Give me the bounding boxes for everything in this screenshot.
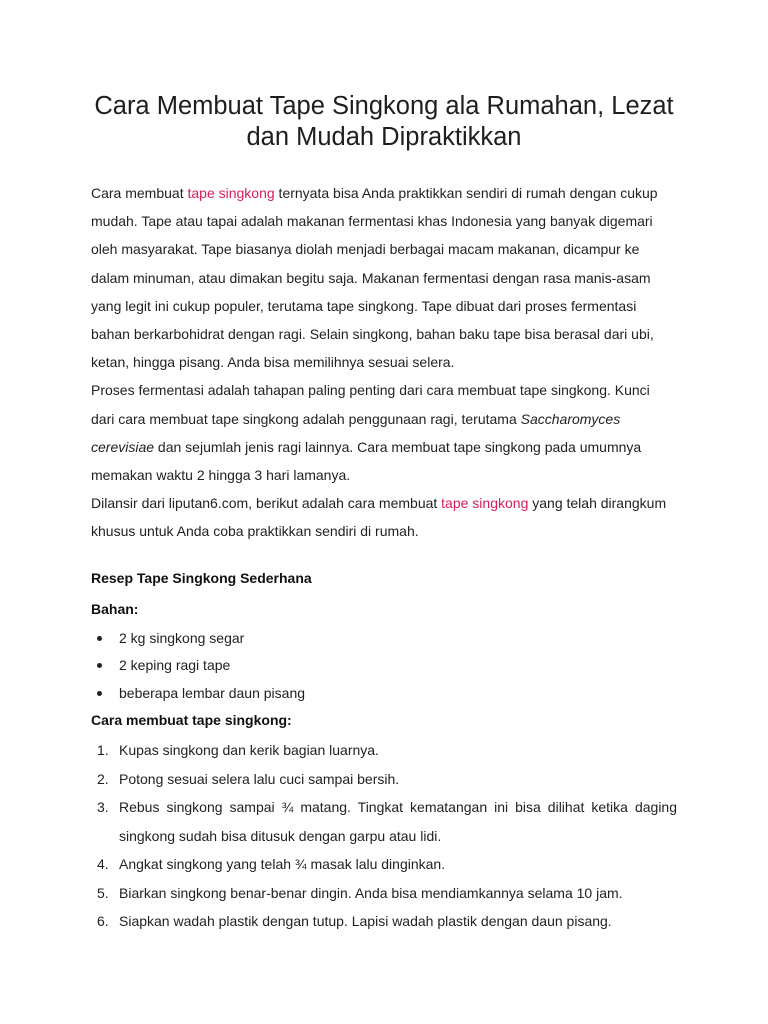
step-number: 1.	[97, 742, 109, 759]
intro-paragraph-2	[91, 376, 677, 489]
intro-p2-text-b: dan sejumlah jenis ragi lainnya. Cara membuat tape singkong pada umumnya memakan waktu 2 hingga 3 hari lamanya.	[91, 438, 642, 484]
list-item	[91, 765, 677, 794]
bullet-icon	[97, 663, 102, 668]
bullet-icon	[97, 691, 102, 696]
list-item	[91, 736, 677, 765]
step-text: Angkat singkong yang telah ¾ masak lalu dinginkan.	[119, 856, 446, 873]
ingredient-text: beberapa lembar daun pisang	[119, 684, 306, 701]
yeast-species-name: Saccharomyces cerevisiae	[91, 410, 621, 455]
ingredient-text: 2 kg singkong segar	[119, 629, 245, 646]
step-text: Potong sesuai selera lalu cuci sampai bersih.	[119, 770, 400, 787]
step-text: Rebus singkong sampai ¾ matang. Tingkat kematangan ini bisa dilihat ketika daging singkong sudah bisa ditusuk dengan garpu atau lidi.	[119, 799, 677, 844]
ingredient-text: 2 keping ragi tape	[119, 657, 231, 674]
list-item	[91, 652, 677, 680]
step-text: Biarkan singkong benar-benar dingin. Anda bisa mendiamkannya selama 10 jam.	[119, 884, 623, 901]
step-number: 6.	[97, 913, 109, 930]
intro-paragraph-3	[91, 489, 677, 545]
step-number: 2.	[97, 770, 109, 787]
list-item	[91, 793, 677, 850]
ingredients-heading: Bahan:	[91, 600, 139, 617]
article-title: Cara Membuat Tape Singkong ala Rumahan, Lezat dan Mudah Dipraktikkan	[94, 92, 674, 151]
list-item	[91, 680, 677, 708]
step-number: 5.	[97, 884, 109, 901]
list-item	[91, 850, 677, 879]
list-item	[91, 879, 677, 908]
ingredients-list	[91, 625, 677, 708]
intro-p3-text-a: Dilansir dari liputan6.com, berikut adalah cara membuat	[91, 495, 442, 512]
intro-p3-text-b: yang telah dirangkum khusus untuk Anda coba praktikkan sendiri di rumah.	[91, 495, 667, 540]
step-text: Kupas singkong dan kerik bagian luarnya.	[119, 742, 379, 759]
step-text: Siapkan wadah plastik dengan tutup. Lapisi wadah plastik dengan daun pisang.	[119, 913, 612, 930]
intro-p1-text-b: ternyata bisa Anda praktikkan sendiri di rumah dengan cukup mudah. Tape atau tapai adalah makanan fermentasi khas Indonesia yang banyak digemari oleh masyarakat. Tape biasanya diolah menjadi berbagai macam makanan, dicampur ke dalam minuman, atau dimakan begitu saja. Makanan fermentasi dengan rasa manis-asam yang legit ini cukup populer, terutama tape singkong. Tape dibuat dari proses fermentasi bahan berkarbohidrat dengan ragi. Selain singkong, bahan baku tape bisa berasal dari ubi, ketan, hingga pisang. Anda bisa memilihnya sesuai selera.	[91, 185, 658, 371]
list-item	[91, 625, 677, 653]
steps-heading: Cara membuat tape singkong:	[91, 712, 292, 729]
list-item	[91, 907, 677, 936]
intro-p2-text-a: Proses fermentasi adalah tahapan paling penting dari cara membuat tape singkong. Kunci dari cara membuat tape singkong adalah penggunaan ragi, terutama	[91, 382, 650, 427]
steps-list	[91, 736, 677, 936]
intro-p1-text-a: Cara membuat	[91, 185, 188, 201]
step-number: 3.	[97, 799, 109, 816]
tape-singkong-link-2[interactable]: tape singkong	[441, 495, 529, 512]
tape-singkong-link-1[interactable]: tape singkong	[187, 185, 275, 201]
intro-section	[91, 179, 677, 546]
intro-paragraph-1	[91, 179, 677, 376]
bullet-icon	[97, 636, 102, 641]
step-number: 4.	[97, 856, 109, 873]
recipe-heading: Resep Tape Singkong Sederhana	[91, 569, 312, 586]
